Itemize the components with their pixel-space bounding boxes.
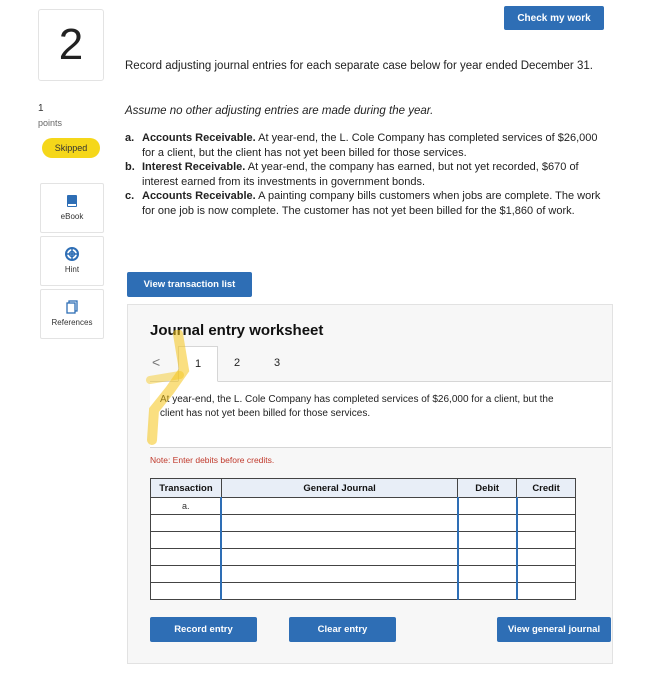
account-input[interactable] [221,532,457,549]
case-text [142,189,605,218]
table-row [151,532,576,549]
view-general-journal-button[interactable]: View general journal [497,617,611,642]
column-header-debit: Debit [458,479,517,498]
case-item [125,189,605,218]
case-text [142,131,605,160]
column-header-credit: Credit [517,479,576,498]
book-icon [65,194,79,208]
credit-input[interactable] [517,498,576,515]
column-header-general-journal: General Journal [221,479,457,498]
hint-label: Hint [64,265,80,274]
tab-1[interactable]: 1 [178,346,218,382]
transaction-cell: a. [151,498,222,515]
credit-input[interactable] [517,549,576,566]
table-row [151,583,576,600]
transaction-cell [151,566,222,583]
debit-input[interactable] [458,532,517,549]
account-input[interactable] [221,583,457,600]
debit-input[interactable] [458,498,517,515]
case-body: At year-end, the L. Cole Company has completed services of $26,000 for a client, but the client has not yet been billed for those services. [142,132,598,159]
case-text [142,160,605,189]
references-label: References [51,318,93,327]
debit-input[interactable] [458,583,517,600]
case-list [125,131,605,219]
points-label: points [38,118,63,128]
chevron-left-icon[interactable]: < [152,354,161,370]
ebook-button[interactable] [40,183,104,233]
credit-input[interactable] [517,566,576,583]
account-input[interactable] [221,549,457,566]
credit-input[interactable] [517,515,576,532]
table-row [151,515,576,532]
credit-input[interactable] [517,532,576,549]
entry-note: Note: Enter debits before credits. [150,455,275,465]
status-badge: Skipped [42,138,100,158]
worksheet-tabs [150,346,611,382]
hint-button[interactable] [40,236,104,286]
transaction-cell [151,583,222,600]
clear-entry-button[interactable]: Clear entry [289,617,396,642]
transaction-description-box [150,382,611,448]
account-input[interactable] [221,515,457,532]
case-body: A painting company bills customers when jobs are complete. The work for one job is now complete. The customer has not yet been billed for the $1,860 of work. [142,190,601,217]
case-item [125,131,605,160]
transaction-cell [151,532,222,549]
view-transaction-list-button[interactable]: View transaction list [127,272,252,297]
journal-table [150,478,576,600]
case-letter: c. [125,190,135,203]
debit-input[interactable] [458,566,517,583]
transaction-cell [151,549,222,566]
points-value: 1 [38,103,44,114]
case-letter: a. [125,132,135,144]
question-prompt: Record adjusting journal entries for each separate case below for year ended December 31. [125,60,593,72]
record-entry-button[interactable]: Record entry [150,617,257,642]
assumption-text: Assume no other adjusting entries are made during the year. [125,105,434,117]
question-number: 2 [38,9,104,81]
case-body: At year-end, the company has earned, but not yet recorded, $670 of interest earned from its investments in government bonds. [142,161,579,188]
ebook-label: eBook [60,212,84,221]
credit-input[interactable] [517,583,576,600]
table-row [151,566,576,583]
column-header-transaction: Transaction [151,479,222,498]
case-title: Accounts Receivable. [142,132,256,144]
table-row [151,549,576,566]
debit-input[interactable] [458,549,517,566]
account-input[interactable] [221,498,457,515]
case-letter: b. [125,161,135,174]
table-row [151,498,576,515]
check-my-work-button[interactable]: Check my work [504,6,604,30]
references-button[interactable] [40,289,104,339]
transaction-description: At year-end, the L. Cole Company has completed services of $26,000 for a client, but the client has not yet been billed for those services. [160,394,554,419]
account-input[interactable] [221,566,457,583]
tab-3[interactable]: 3 [273,357,281,369]
transaction-cell [151,515,222,532]
debit-input[interactable] [458,515,517,532]
case-title: Accounts Receivable. [142,190,256,203]
case-title: Interest Receivable. [142,161,246,174]
case-item [125,160,605,189]
worksheet-title: Journal entry worksheet [150,322,324,339]
documents-icon [65,300,79,314]
tab-2[interactable]: 2 [233,357,241,369]
lifebuoy-icon [65,247,79,261]
